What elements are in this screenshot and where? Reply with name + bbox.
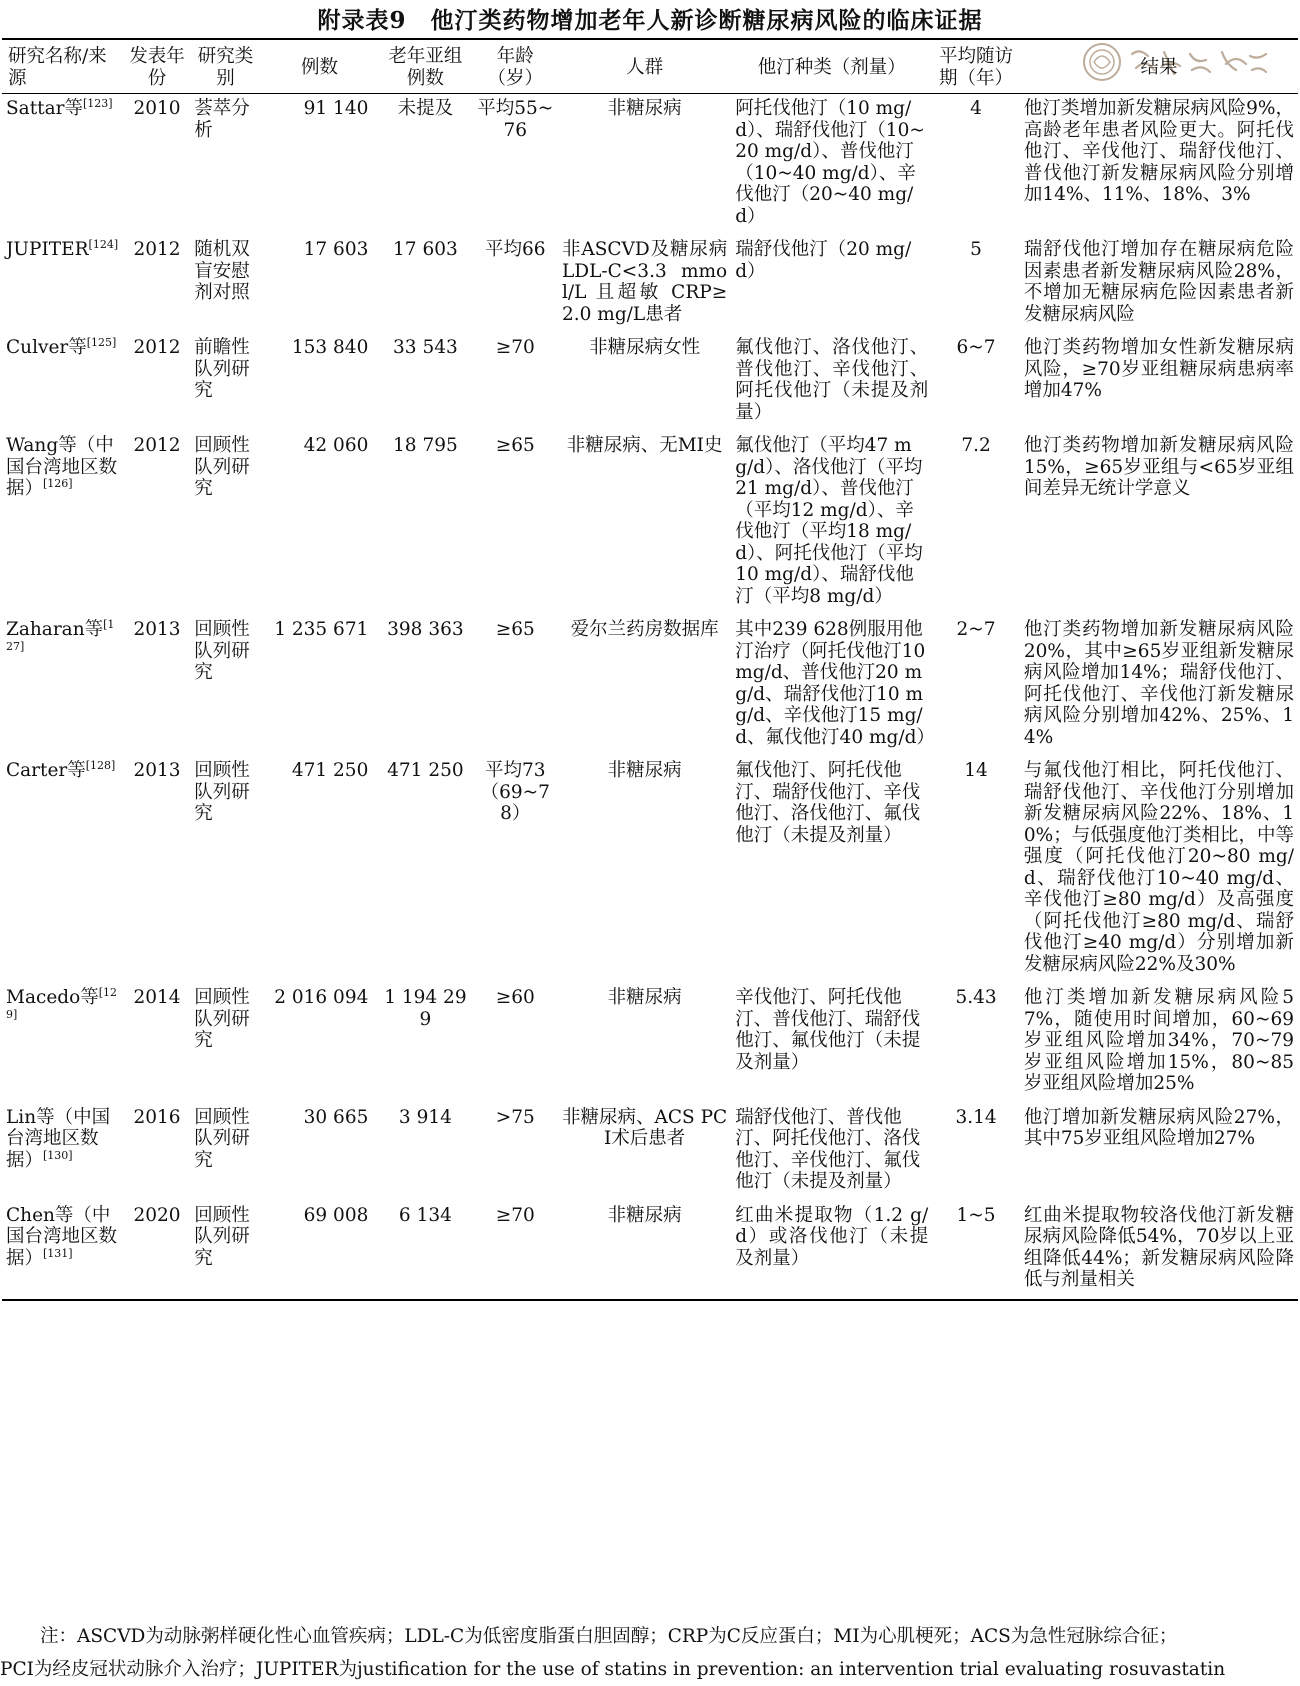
followup-cell: 7.2 bbox=[961, 435, 991, 456]
followup-cell: 14 bbox=[964, 760, 988, 781]
n-cell: 17 603 bbox=[303, 239, 369, 260]
year-cell: 2013 bbox=[133, 619, 181, 640]
type-cell: 回顾性队列研究 bbox=[194, 435, 250, 499]
population-cell: 非ASCVD及糖尿病LDL-C<3.3 mmol/L 且超敏 CRP≥2.0 mg/L患者 bbox=[561, 239, 728, 325]
followup-cell: 4 bbox=[970, 98, 982, 119]
year-cell: 2020 bbox=[124, 1201, 190, 1300]
table-row bbox=[2, 756, 1298, 983]
table-row bbox=[2, 983, 1298, 1103]
reference-number: [130] bbox=[43, 1148, 73, 1162]
age-cell: >75 bbox=[495, 1106, 535, 1128]
statin-cell: 氟伐他汀（平均47 mg/d）、洛伐他汀（平均21 mg/d）、普伐他汀（平均12 mg/d）、辛伐他汀（平均18 mg/d）、阿托伐他汀（平均10 mg/d）、瑞舒伐他汀（平均8 mg/d） bbox=[735, 435, 923, 607]
age-cell: ≥70 bbox=[472, 1201, 558, 1300]
table-footnote bbox=[0, 1620, 1300, 1686]
type-cell: 随机双盲安慰剂对照 bbox=[194, 239, 250, 303]
header-statin: 他汀种类（剂量） bbox=[731, 39, 932, 94]
table-row bbox=[2, 1103, 1298, 1201]
header-n: 例数 bbox=[261, 39, 379, 94]
result-cell: 他汀类药物增加新发糖尿病风险15%，≥65岁亚组与<65岁亚组间差异无统计学意义 bbox=[1023, 435, 1294, 499]
result-cell: 他汀类药物增加新发糖尿病风险20%，其中≥65岁亚组新发糖尿病风险增加14%；瑞舒伐他汀、阿托伐他汀、辛伐他汀新发糖尿病风险分别增加42%、25%、14% bbox=[1023, 619, 1294, 748]
year-cell: 2014 bbox=[133, 987, 181, 1008]
followup-cell: 6~7 bbox=[956, 337, 996, 358]
year-cell: 2012 bbox=[133, 435, 181, 456]
result-cell: 他汀类增加新发糖尿病风险57%，随使用时间增加，60~69岁亚组风险增加34%，70~79岁亚组风险增加15%，80~85岁亚组风险增加25% bbox=[1023, 987, 1294, 1094]
year-cell: 2016 bbox=[133, 1106, 181, 1128]
type-cell: 荟萃分析 bbox=[194, 98, 250, 141]
age-cell: ≥70 bbox=[495, 337, 535, 358]
table-row bbox=[2, 94, 1298, 236]
population-cell: 非糖尿病 bbox=[607, 987, 682, 1008]
study-name: JUPITER bbox=[6, 239, 89, 260]
year-cell: 2010 bbox=[133, 98, 181, 119]
table-row bbox=[2, 333, 1298, 431]
year-cell: 2013 bbox=[133, 760, 181, 781]
header-year: 发表年份 bbox=[124, 39, 190, 94]
study-cell bbox=[2, 1201, 124, 1300]
elderly-n-cell: 6 134 bbox=[378, 1201, 472, 1300]
elderly-n-cell: 471 250 bbox=[387, 760, 464, 781]
header-age: 年龄（岁） bbox=[472, 39, 558, 94]
study-cell bbox=[2, 235, 124, 333]
population-cell: 非糖尿病、ACS PCI术后患者 bbox=[562, 1106, 728, 1149]
followup-cell: 5.43 bbox=[955, 987, 997, 1008]
header-type: 研究类别 bbox=[190, 39, 261, 94]
followup-cell: 3.14 bbox=[955, 1106, 997, 1128]
n-cell: 153 840 bbox=[291, 337, 369, 358]
n-cell: 1 235 671 bbox=[274, 619, 369, 640]
reference-number: [127] bbox=[6, 617, 115, 653]
age-cell: ≥65 bbox=[495, 435, 535, 456]
study-name: Chen等（中国台湾地区数据） bbox=[6, 1204, 118, 1269]
study-cell bbox=[2, 1103, 124, 1201]
study-name: Lin等（中国台湾地区数据） bbox=[6, 1106, 111, 1171]
study-name: Wang等（中国台湾地区数据） bbox=[6, 435, 118, 499]
result-cell: 红曲米提取物较洛伐他汀新发糖尿病风险降低54%，70岁以上亚组降低44%；新发糖尿病风险降低与剂量相关 bbox=[1020, 1201, 1298, 1300]
statin-cell: 瑞舒伐他汀、普伐他汀、阿托伐他汀、洛伐他汀、辛伐他汀、氟伐他汀（未提及剂量） bbox=[735, 1106, 921, 1192]
population-cell: 非糖尿病 bbox=[607, 760, 682, 781]
elderly-n-cell: 18 795 bbox=[393, 435, 458, 456]
study-name: Macedo等 bbox=[6, 987, 99, 1008]
header-followup: 平均随访期（年） bbox=[932, 39, 1020, 94]
study-name: Carter等 bbox=[6, 760, 86, 781]
statin-cell: 辛伐他汀、阿托伐他汀、普伐他汀、瑞舒伐他汀、氟伐他汀（未提及剂量） bbox=[735, 987, 921, 1073]
clinical-evidence-table bbox=[2, 38, 1298, 1301]
result-cell: 他汀类药物增加女性新发糖尿病风险，≥70岁亚组糖尿病患病率增加47% bbox=[1023, 337, 1294, 401]
age-cell: ≥65 bbox=[495, 619, 535, 640]
type-cell: 回顾性队列研究 bbox=[194, 760, 250, 824]
table-title: 附录表9 他汀类药物增加老年人新诊断糖尿病风险的临床证据 bbox=[317, 7, 983, 34]
study-cell bbox=[2, 983, 124, 1103]
table-row bbox=[2, 1201, 1298, 1300]
study-name: Sattar等 bbox=[6, 98, 83, 119]
population-cell: 非糖尿病女性 bbox=[589, 337, 701, 358]
header-elderly-n: 老年亚组例数 bbox=[378, 39, 472, 94]
year-cell: 2012 bbox=[133, 337, 181, 358]
reference-number: [126] bbox=[43, 476, 73, 490]
type-cell: 回顾性队列研究 bbox=[190, 1201, 261, 1300]
result-cell: 他汀增加新发糖尿病风险27%，其中75岁亚组风险增加27% bbox=[1023, 1106, 1294, 1149]
population-cell: 爱尔兰药房数据库 bbox=[570, 619, 719, 640]
year-cell: 2012 bbox=[133, 239, 181, 260]
header-study: 研究名称/来源 bbox=[2, 39, 124, 94]
footnote-line: 注：ASCVD为动脉粥样硬化性心血管疾病；LDL-C为低密度脂蛋白胆固醇；CRP为C反应蛋白；MI为心肌梗死；ACS为急性冠脉综合征； bbox=[40, 1626, 1178, 1647]
study-name: Zaharan等 bbox=[6, 619, 104, 640]
age-cell: ≥60 bbox=[495, 987, 535, 1008]
followup-cell: 1~5 bbox=[932, 1201, 1020, 1300]
table-row bbox=[2, 235, 1298, 333]
followup-cell: 5 bbox=[970, 239, 982, 260]
table-row bbox=[2, 615, 1298, 756]
n-cell: 30 665 bbox=[303, 1106, 369, 1128]
study-cell bbox=[2, 94, 124, 236]
type-cell: 回顾性队列研究 bbox=[194, 987, 250, 1051]
n-cell: 2 016 094 bbox=[274, 987, 369, 1008]
elderly-n-cell: 未提及 bbox=[397, 98, 454, 119]
elderly-n-cell: 3 914 bbox=[398, 1106, 452, 1128]
n-cell: 91 140 bbox=[303, 98, 369, 119]
type-cell: 前瞻性队列研究 bbox=[194, 337, 250, 401]
statin-cell: 氟伐他汀、洛伐他汀、普伐他汀、辛伐他汀、阿托伐他汀（未提及剂量） bbox=[735, 337, 929, 423]
reference-number: [125] bbox=[86, 335, 117, 349]
age-cell: 平均66 bbox=[484, 239, 546, 260]
header-row bbox=[2, 39, 1298, 94]
age-cell: 平均55~76 bbox=[477, 98, 554, 141]
result-cell: 与氟伐他汀相比，阿托伐他汀、瑞舒伐他汀、辛伐他汀分别增加新发糖尿病风险22%、18%、10%；与低强度他汀类相比，中等强度（阿托伐他汀20~80 mg/d、瑞舒伐他汀10~40 mg/d、辛伐他汀≥80 mg/d）及高强度（阿托伐他汀≥80 mg/d、瑞舒伐他汀≥40 mg/d）分别增加新发糖尿病风险22%及30% bbox=[1023, 760, 1294, 975]
reference-number: [131] bbox=[43, 1246, 73, 1260]
elderly-n-cell: 33 543 bbox=[393, 337, 458, 358]
reference-number: [123] bbox=[82, 96, 113, 110]
header-result: 结果 bbox=[1020, 39, 1298, 94]
n-cell: 471 250 bbox=[291, 760, 369, 781]
statin-cell: 阿托伐他汀（10 mg/d）、瑞舒伐他汀（10~20 mg/d）、普伐他汀（10~40 mg/d）、辛伐他汀（20~40 mg/d） bbox=[735, 98, 925, 227]
n-cell: 69 008 bbox=[261, 1201, 379, 1300]
elderly-n-cell: 17 603 bbox=[393, 239, 458, 260]
statin-cell: 瑞舒伐他汀（20 mg/d） bbox=[735, 239, 912, 282]
elderly-n-cell: 398 363 bbox=[387, 619, 464, 640]
type-cell: 回顾性队列研究 bbox=[194, 619, 250, 683]
age-cell: 平均73（69~78） bbox=[480, 760, 550, 824]
elderly-n-cell: 1 194 299 bbox=[384, 987, 467, 1030]
statin-cell: 其中239 628例服用他汀治疗（阿托伐他汀10 mg/d、普伐他汀20 mg/d、瑞舒伐他汀10 mg/d、辛伐他汀15 mg/d、氟伐他汀40 mg/d） bbox=[735, 619, 935, 748]
followup-cell: 2~7 bbox=[956, 619, 996, 640]
study-cell bbox=[2, 431, 124, 615]
footnote-line: PCI为经皮冠状动脉介入治疗；JUPITER为justification for the use of statins in prevention: an intervention trial evaluating rosuvastatin bbox=[0, 1659, 1226, 1680]
statin-cell: 氟伐他汀、阿托伐他汀、瑞舒伐他汀、辛伐他汀、洛伐他汀、氟伐他汀（未提及剂量） bbox=[735, 760, 921, 846]
statin-cell: 红曲米提取物（1.2 g/d）或洛伐他汀（未提及剂量） bbox=[731, 1201, 932, 1300]
reference-number: [128] bbox=[85, 758, 116, 772]
study-cell bbox=[2, 333, 124, 431]
reference-number: [124] bbox=[88, 237, 119, 251]
population-cell: 非糖尿病 bbox=[607, 98, 682, 119]
population-cell: 非糖尿病 bbox=[558, 1201, 731, 1300]
population-cell: 非糖尿病、无MI史 bbox=[566, 435, 723, 456]
table-row bbox=[2, 431, 1298, 615]
study-cell bbox=[2, 615, 124, 756]
study-name: Culver等 bbox=[6, 337, 87, 358]
reference-number: [129] bbox=[6, 985, 118, 1021]
result-cell: 瑞舒伐他汀增加存在糖尿病危险因素患者新发糖尿病风险28%，不增加无糖尿病危险因素患者新发糖尿病风险 bbox=[1023, 239, 1294, 325]
study-cell bbox=[2, 756, 124, 983]
type-cell: 回顾性队列研究 bbox=[194, 1106, 250, 1171]
n-cell: 42 060 bbox=[303, 435, 369, 456]
header-population: 人群 bbox=[558, 39, 731, 94]
result-cell: 他汀类增加新发糖尿病风险9%，高龄老年患者风险更大。阿托伐他汀、辛伐他汀、瑞舒伐他汀、普伐他汀新发糖尿病风险分别增加14%、11%、18%、3% bbox=[1023, 98, 1294, 205]
